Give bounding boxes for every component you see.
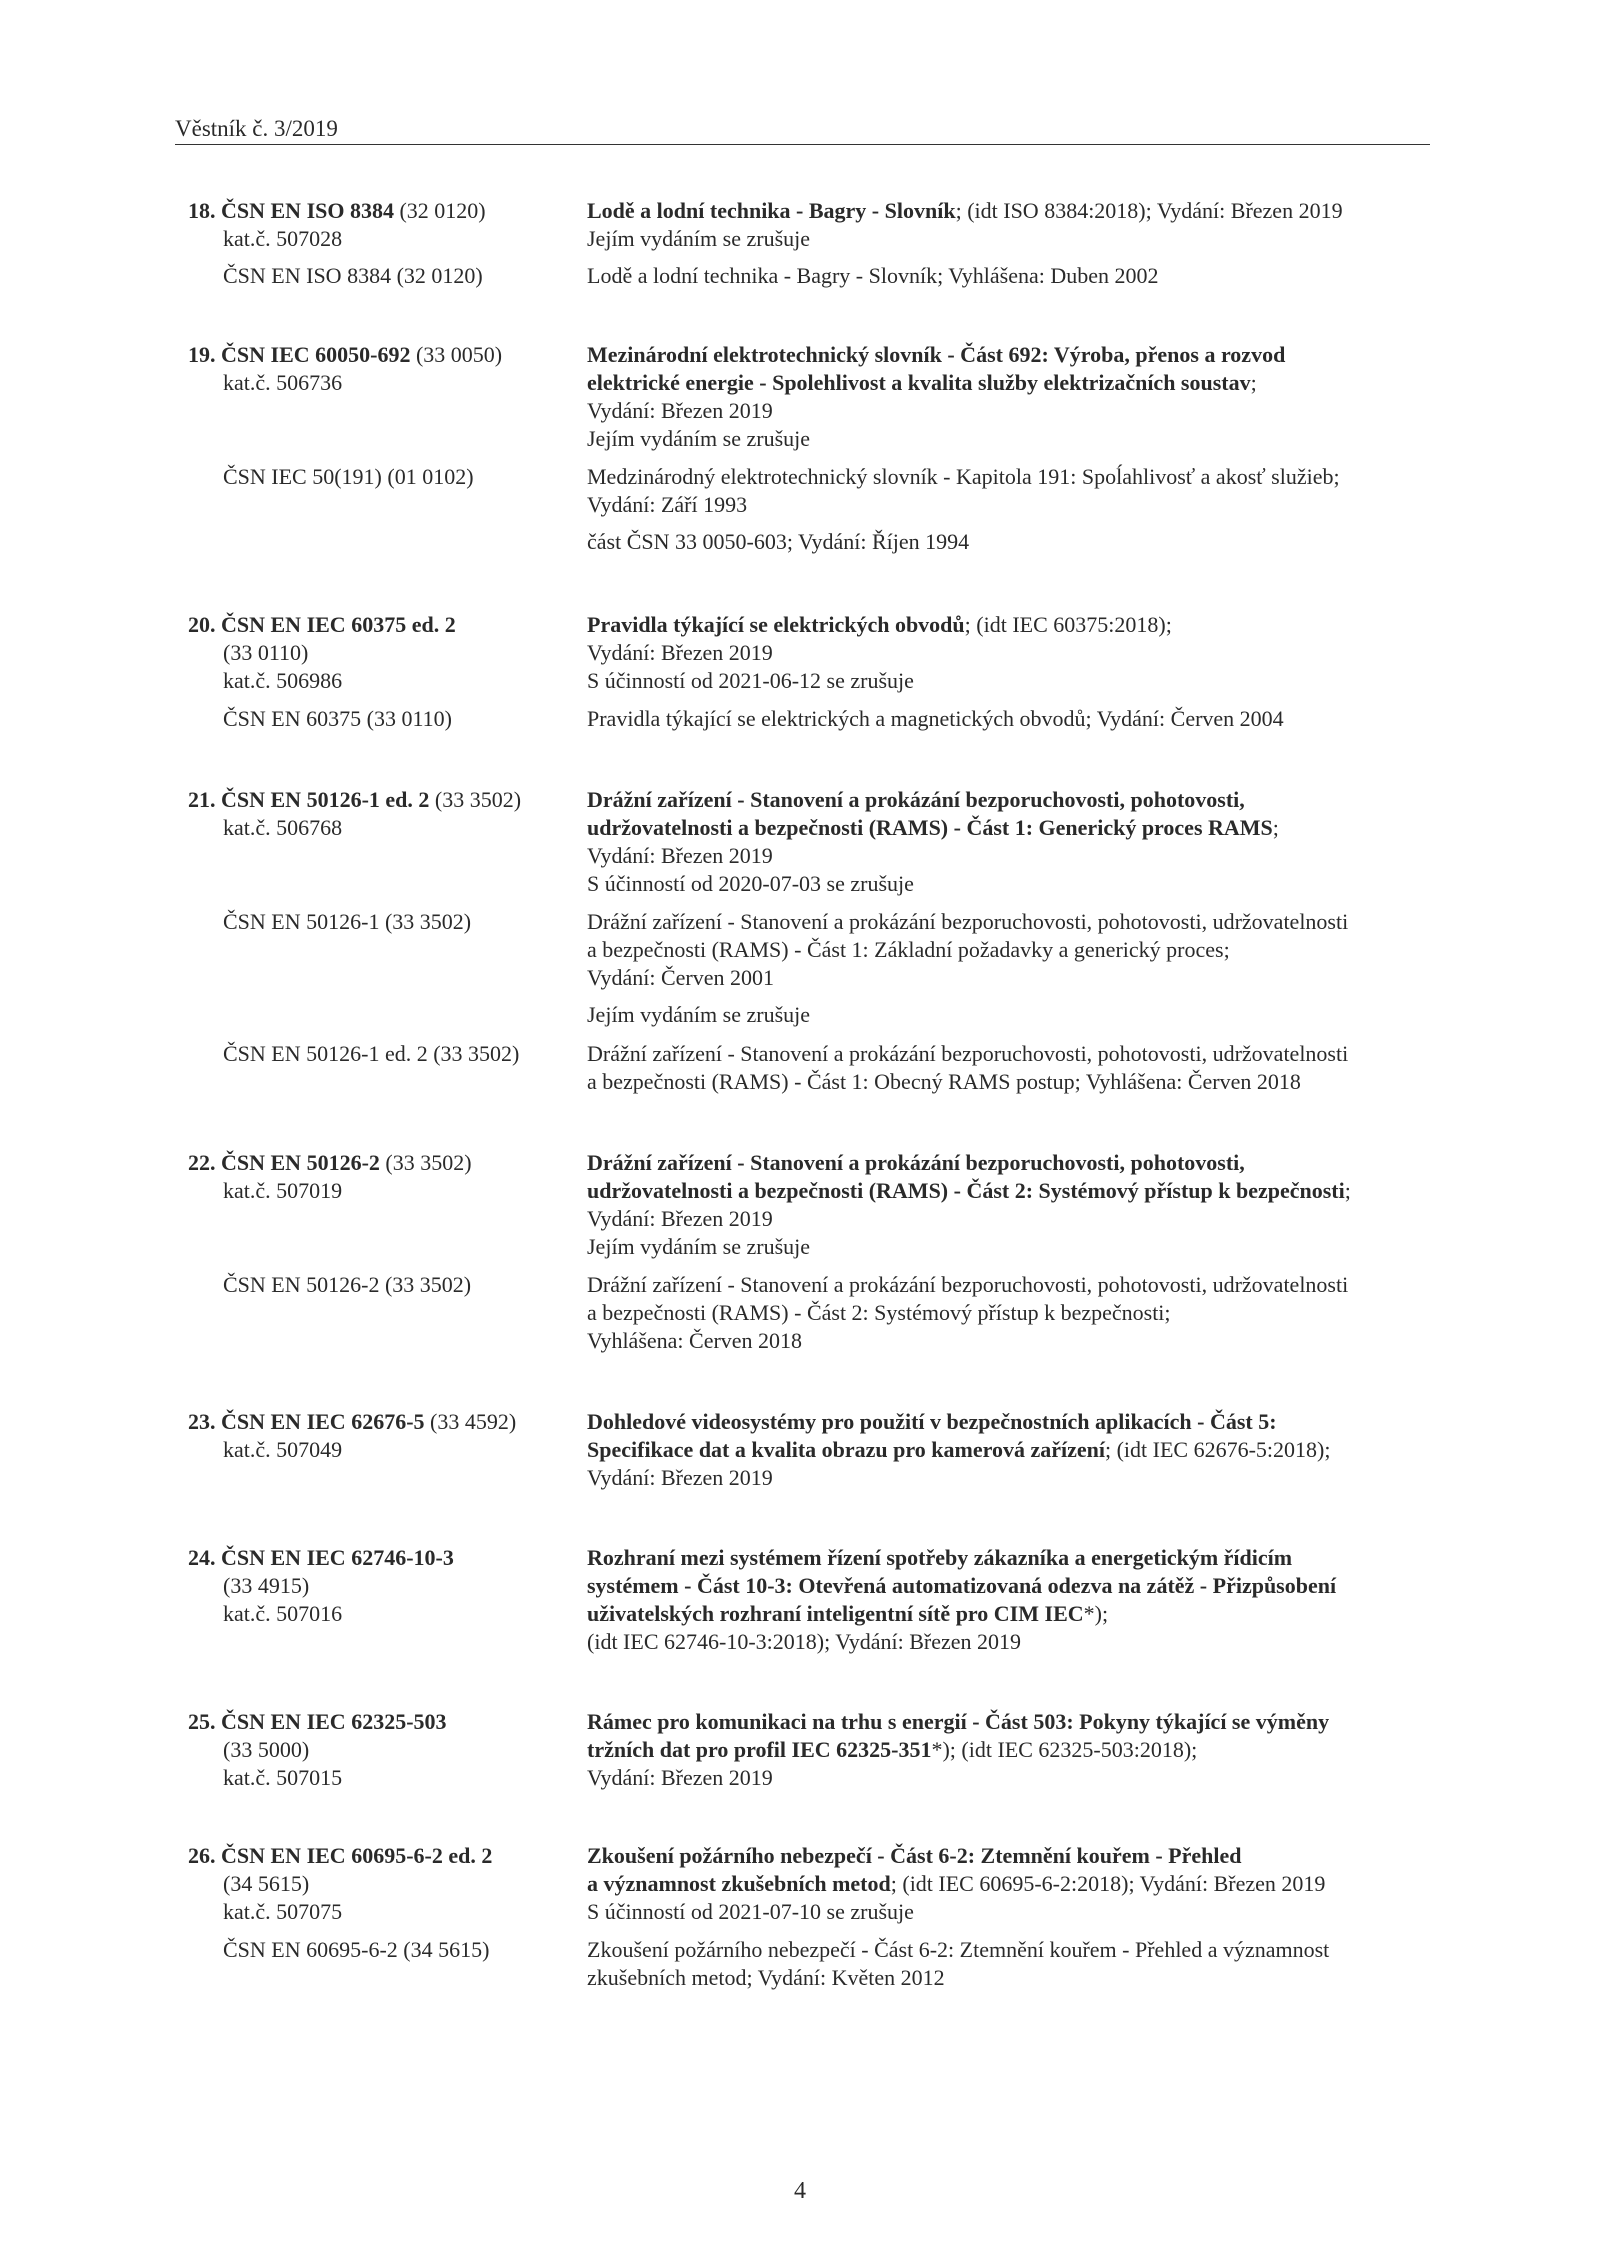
entry-23-title-2: Specifikace dat a kvalita obrazu pro kamerová zařízení; (idt IEC 62676-5:2018); (587, 1437, 1331, 1462)
entry-24-class: (33 4915) (223, 1573, 310, 1598)
entry-21-note: S účinností od 2020-07-03 se zrušuje (587, 871, 914, 896)
entry-19-katc: kat.č. 506736 (223, 370, 343, 395)
entry-21-replaced-issued: Vydání: Červen 2001 (587, 965, 774, 990)
entry-25-issued: Vydání: Březen 2019 (587, 1765, 773, 1790)
header-divider (175, 144, 1430, 145)
entry-21-replaced-title-2: a bezpečnosti (RAMS) - Část 1: Základní požadavky a generický proces; (587, 937, 1230, 962)
entry-26-title-2: a významnost zkušebních metod; (idt IEC 60695-6-2:2018); Vydání: Březen 2019 (587, 1871, 1326, 1896)
entry-20-katc: kat.č. 506986 (223, 668, 343, 693)
entry-19-replaced-code: ČSN IEC 50(191) (01 0102) (223, 464, 474, 489)
entry-20-note: S účinností od 2021-06-12 se zrušuje (587, 668, 914, 693)
entry-18-replaced-title: Lodě a lodní technika - Bagry - Slovník; Vyhlášena: Duben 2002 (587, 263, 1159, 288)
journal-title: Věstník č. 3/2019 (175, 116, 338, 141)
entry-19-issued: Vydání: Březen 2019 (587, 398, 773, 423)
entry-26-class: (34 5615) (223, 1871, 310, 1896)
entry-21-amended-title-2: a bezpečnosti (RAMS) - Část 1: Obecný RAMS postup; Vyhlášena: Červen 2018 (587, 1069, 1301, 1094)
entry-20-code: 20. ČSN EN IEC 60375 ed. 2 (188, 612, 456, 637)
entry-21-katc: kat.č. 506768 (223, 815, 343, 840)
entry-26-replaced-code: ČSN EN 60695-6-2 (34 5615) (223, 1937, 490, 1962)
entry-25-code: 25. ČSN EN IEC 62325-503 (188, 1709, 447, 1734)
entry-18-note: Jejím vydáním se zrušuje (587, 226, 811, 251)
entry-26-replaced-title-1: Zkoušení požárního nebezpečí - Část 6-2: Ztemnění kouřem - Přehled a významnost (587, 1937, 1330, 1962)
entry-19-title-1: Mezinárodní elektrotechnický slovník - Část 692: Výroba, přenos a rozvod (587, 342, 1286, 367)
entry-25-title-1: Rámec pro komunikaci na trhu s energií - Část 503: Pokyny týkající se výměny (587, 1709, 1330, 1734)
entry-23-issued: Vydání: Březen 2019 (587, 1465, 773, 1490)
entry-21-title-2: udržovatelnosti a bezpečnosti (RAMS) - Část 1: Generický proces RAMS; (587, 815, 1279, 840)
entry-19-replaced-part: část ČSN 33 0050-603; Vydání: Říjen 1994 (587, 529, 970, 554)
entry-20-replaced-code: ČSN EN 60375 (33 0110) (223, 706, 452, 731)
entry-24-code: 24. ČSN EN IEC 62746-10-3 (188, 1545, 454, 1570)
entry-26-katc: kat.č. 507075 (223, 1899, 343, 1924)
entry-22-issued: Vydání: Březen 2019 (587, 1206, 773, 1231)
entry-22-replaced-issued: Vyhlášena: Červen 2018 (587, 1328, 803, 1353)
entry-18-code: 18. ČSN EN ISO 8384 (32 0120) (188, 198, 486, 223)
entry-26-title-1: Zkoušení požárního nebezpečí - Část 6-2: Ztemnění kouřem - Přehled (587, 1843, 1242, 1868)
entry-22-title-1: Drážní zařízení - Stanovení a prokázání bezporuchovosti, pohotovosti, (587, 1150, 1245, 1175)
entry-24-issued: (idt IEC 62746-10-3:2018); Vydání: Březen 2019 (587, 1629, 1022, 1654)
entry-20-class: (33 0110) (223, 640, 309, 665)
entry-23-code: 23. ČSN EN IEC 62676-5 (33 4592) (188, 1409, 517, 1434)
entry-22-replaced-title-2: a bezpečnosti (RAMS) - Část 2: Systémový přístup k bezpečnosti; (587, 1300, 1171, 1325)
entry-22-note: Jejím vydáním se zrušuje (587, 1234, 811, 1259)
entry-21-replaced-note: Jejím vydáním se zrušuje (587, 1002, 811, 1027)
entry-19-note: Jejím vydáním se zrušuje (587, 426, 811, 451)
entry-22-katc: kat.č. 507019 (223, 1178, 343, 1203)
entry-22-replaced-code: ČSN EN 50126-2 (33 3502) (223, 1272, 472, 1297)
entry-20-title: Pravidla týkající se elektrických obvodů; (idt IEC 60375:2018); (587, 612, 1172, 637)
entry-25-title-2: tržních dat pro profil IEC 62325-351*); (idt IEC 62325-503:2018); (587, 1737, 1198, 1762)
entry-25-katc: kat.č. 507015 (223, 1765, 343, 1790)
page-number: 4 (794, 2178, 806, 2204)
entry-21-replaced-code: ČSN EN 50126-1 (33 3502) (223, 909, 472, 934)
entry-24-title-3: uživatelských rozhraní inteligentní sítě pro CIM IEC*); (587, 1601, 1109, 1626)
entry-26-code: 26. ČSN EN IEC 60695-6-2 ed. 2 (188, 1843, 493, 1868)
entry-18-replaced-code: ČSN EN ISO 8384 (32 0120) (223, 263, 483, 288)
entry-24-title-1: Rozhraní mezi systémem řízení spotřeby zákazníka a energetickým řídicím (587, 1545, 1293, 1570)
entry-19-replaced-issued: Vydání: Září 1993 (587, 492, 748, 517)
entry-22-code: 22. ČSN EN 50126-2 (33 3502) (188, 1150, 472, 1175)
entry-18-katc: kat.č. 507028 (223, 226, 343, 251)
entry-21-code: 21. ČSN EN 50126-1 ed. 2 (33 3502) (188, 787, 522, 812)
entry-24-katc: kat.č. 507016 (223, 1601, 343, 1626)
entry-20-issued: Vydání: Březen 2019 (587, 640, 773, 665)
entry-21-amended-title-1: Drážní zařízení - Stanovení a prokázání bezporuchovosti, pohotovosti, udržovatelnosti (587, 1041, 1349, 1066)
entry-21-replaced-title-1: Drážní zařízení - Stanovení a prokázání bezporuchovosti, pohotovosti, udržovatelnosti (587, 909, 1349, 934)
entry-25-class: (33 5000) (223, 1737, 310, 1762)
entry-21-title-1: Drážní zařízení - Stanovení a prokázání bezporuchovosti, pohotovosti, (587, 787, 1245, 812)
entry-19-title-2: elektrické energie - Spolehlivost a kvalita služby elektrizačních soustav; (587, 370, 1257, 395)
entry-24-title-2: systémem - Část 10-3: Otevřená automatizovaná odezva na zátěž - Přizpůsobení (587, 1573, 1337, 1598)
entry-20-replaced-title: Pravidla týkající se elektrických a magnetických obvodů; Vydání: Červen 2004 (587, 706, 1284, 731)
entry-22-replaced-title-1: Drážní zařízení - Stanovení a prokázání bezporuchovosti, pohotovosti, udržovatelnosti (587, 1272, 1349, 1297)
entry-22-title-2: udržovatelnosti a bezpečnosti (RAMS) - Část 2: Systémový přístup k bezpečnosti; (587, 1178, 1351, 1203)
entry-23-katc: kat.č. 507049 (223, 1437, 343, 1462)
entry-18-title: Lodě a lodní technika - Bagry - Slovník; (idt ISO 8384:2018); Vydání: Březen 2019 (587, 198, 1343, 223)
entry-21-issued: Vydání: Březen 2019 (587, 843, 773, 868)
entry-21-amended-code: ČSN EN 50126-1 ed. 2 (33 3502) (223, 1041, 520, 1066)
entry-19-replaced-title: Medzinárodný elektrotechnický slovník - Kapitola 191: Spoĺahlivosť a akosť služieb; (587, 464, 1340, 489)
entry-23-title-1: Dohledové videosystémy pro použití v bezpečnostních aplikacích - Část 5: (587, 1409, 1277, 1434)
entry-26-replaced-title-2: zkušebních metod; Vydání: Květen 2012 (587, 1965, 945, 1990)
entry-26-note: S účinností od 2021-07-10 se zrušuje (587, 1899, 914, 1924)
entry-19-code: 19. ČSN IEC 60050-692 (33 0050) (188, 342, 503, 367)
